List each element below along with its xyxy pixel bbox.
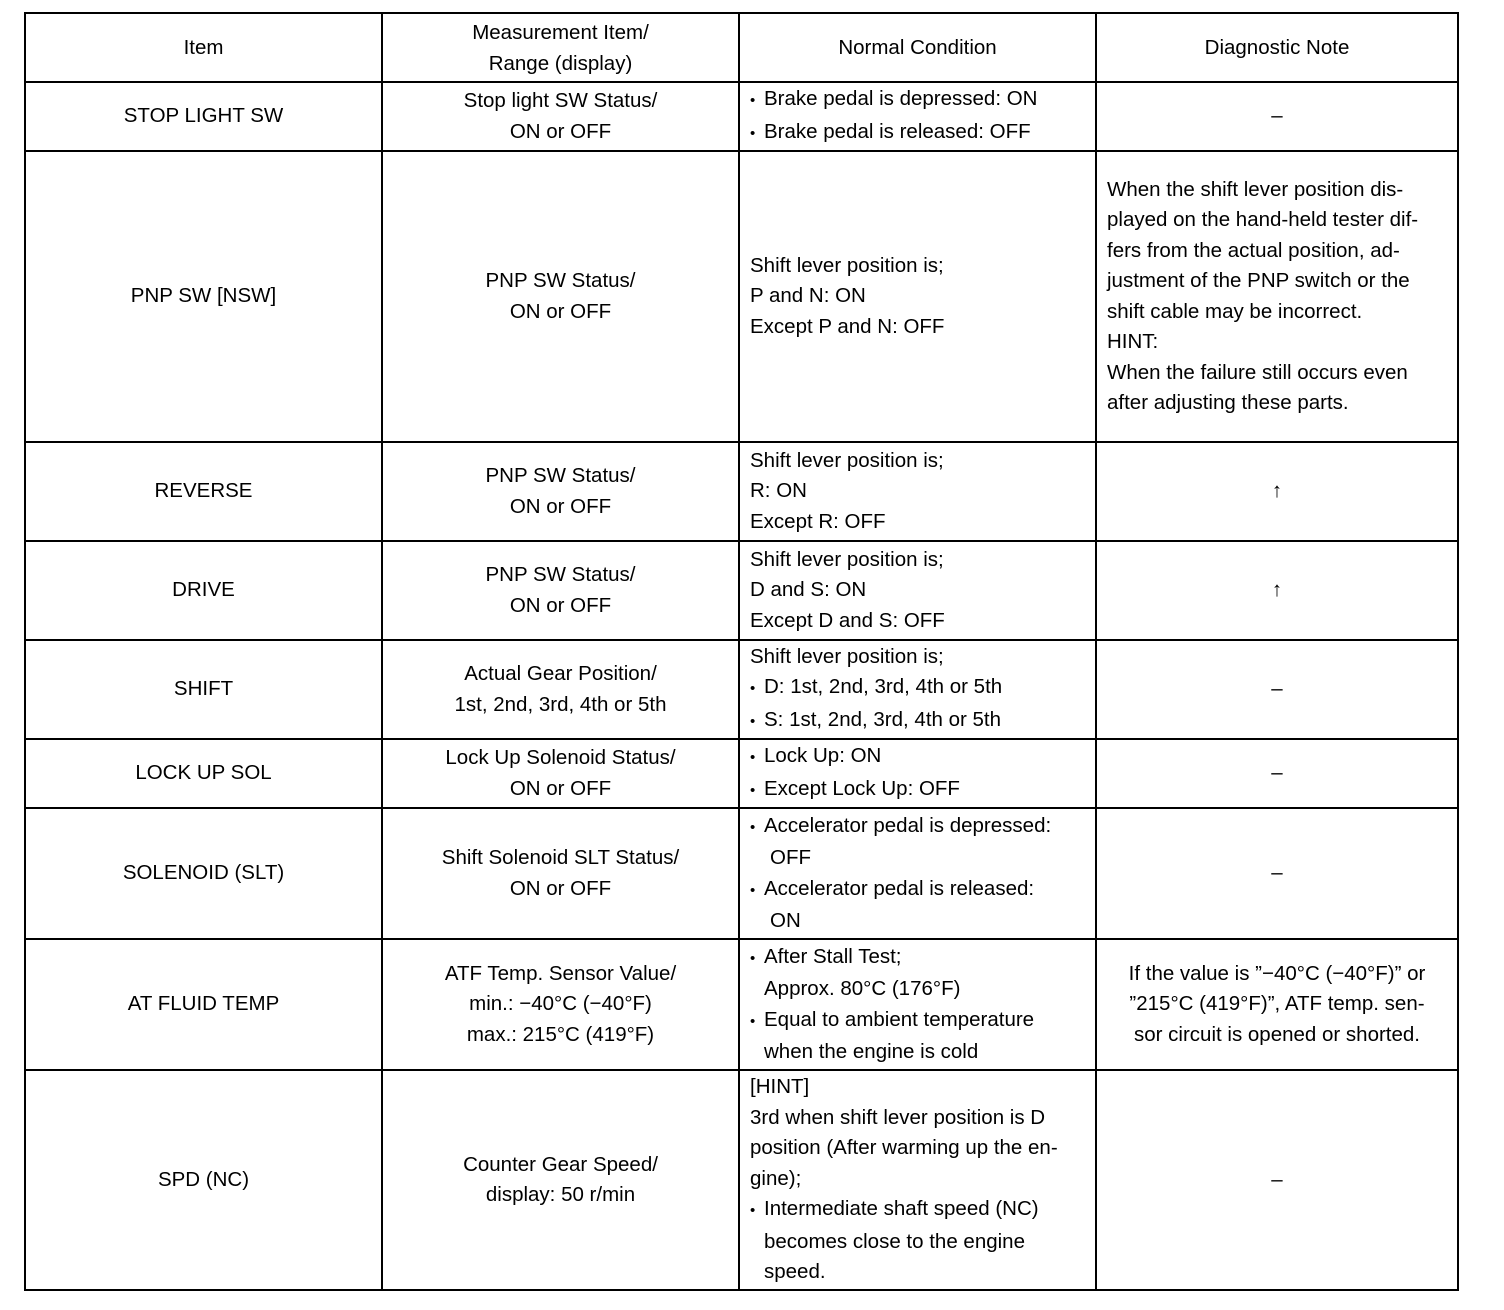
note-line: fers from the actual position, ad-: [1107, 238, 1400, 262]
condition-line: Except P and N: OFF: [750, 314, 945, 338]
condition-line: 3rd when shift lever position is D: [750, 1105, 1046, 1129]
condition-line: speed.: [764, 1260, 826, 1284]
measurement-line: ON or OFF: [509, 119, 612, 143]
measurement-line: PNP SW Status/: [485, 563, 636, 586]
measurement-line: max.: 215°C (419°F): [466, 1022, 655, 1046]
condition-cell: [739, 1070, 1096, 1290]
measurement-line: PNP SW Status/: [485, 464, 636, 487]
table-row: [25, 640, 1458, 739]
condition-line: Shift lever position is;: [750, 644, 944, 668]
note-cell: [1096, 151, 1458, 442]
note-cell: –: [1096, 82, 1458, 151]
note-cell: –: [1096, 1070, 1458, 1290]
condition-cell: [739, 541, 1096, 640]
measurement-cell: [382, 541, 739, 640]
condition-bullet: • D: 1st, 2nd, 3rd, 4th or 5th: [750, 672, 1085, 705]
condition-cell: [739, 739, 1096, 808]
note-cell: –: [1096, 808, 1458, 939]
table-row: [25, 939, 1458, 1070]
condition-bullet: • Accelerator pedal is depressed:: [750, 811, 1085, 844]
measurement-line: Actual Gear Position/: [464, 662, 657, 685]
condition-line: Except D and S: OFF: [750, 608, 945, 632]
header-item: Item: [25, 13, 382, 82]
condition-bullet: • Equal to ambient temperature: [750, 1005, 1085, 1038]
condition-line: gine);: [750, 1166, 802, 1190]
item-cell: REVERSE: [25, 442, 382, 541]
note-line: If the value is ”−40°C (−40°F)” or: [1128, 961, 1426, 985]
item-cell: DRIVE: [25, 541, 382, 640]
measurement-line: ON or OFF: [509, 593, 612, 617]
condition-line: P and N: ON: [750, 284, 866, 308]
note-line: shift cable may be incorrect.: [1107, 299, 1363, 323]
table-row: [25, 739, 1458, 808]
table-row: [25, 82, 1458, 151]
note-line: When the failure still occurs even: [1107, 360, 1408, 384]
condition-line: Approx. 80°C (176°F): [764, 977, 961, 1000]
condition-line: position (After warming up the en-: [750, 1136, 1058, 1160]
condition-cell: [739, 640, 1096, 739]
condition-bullet: • Accelerator pedal is released:: [750, 874, 1085, 907]
item-cell: PNP SW [NSW]: [25, 151, 382, 442]
measurement-line: ON or OFF: [509, 299, 612, 323]
measurement-line: display: 50 r/min: [485, 1183, 636, 1206]
item-cell: SPD (NC): [25, 1070, 382, 1290]
condition-line: [HINT]: [750, 1075, 810, 1099]
note-line: When the shift lever position dis-: [1107, 177, 1404, 201]
condition-line: ON: [770, 909, 801, 932]
measurement-cell: [382, 808, 739, 939]
note-cell: ↑: [1096, 541, 1458, 640]
note-line: sor circuit is opened or shorted.: [1134, 1022, 1420, 1046]
condition-line: Shift lever position is;: [750, 448, 944, 472]
measurement-line: Lock Up Solenoid Status/: [445, 746, 676, 769]
measurement-cell: [382, 1070, 739, 1290]
note-line: ”215°C (419°F)”, ATF temp. sen-: [1129, 992, 1425, 1016]
table-row: [25, 541, 1458, 640]
item-cell: SOLENOID (SLT): [25, 808, 382, 939]
header-measurement: [382, 13, 739, 82]
note-cell: –: [1096, 640, 1458, 739]
condition-cell: [739, 808, 1096, 939]
condition-cell: [739, 151, 1096, 442]
item-cell: SHIFT: [25, 640, 382, 739]
measurement-line: Stop light SW Status/: [463, 89, 658, 112]
note-cell: [1096, 939, 1458, 1070]
item-cell: STOP LIGHT SW: [25, 82, 382, 151]
measurement-line: Shift Solenoid SLT Status/: [441, 846, 680, 869]
condition-cell: [739, 442, 1096, 541]
measurement-cell: [382, 939, 739, 1070]
condition-cell: [739, 939, 1096, 1070]
note-cell: ↑: [1096, 442, 1458, 541]
measurement-cell: [382, 739, 739, 808]
measurement-line: ON or OFF: [509, 494, 612, 518]
note-line: played on the hand-held tester dif-: [1107, 208, 1419, 231]
condition-line: when the engine is cold: [764, 1040, 979, 1063]
item-cell: LOCK UP SOL: [25, 739, 382, 808]
condition-bullet: • After Stall Test;: [750, 942, 1085, 975]
condition-line: Shift lever position is;: [750, 253, 944, 277]
condition-bullet: • Brake pedal is released: OFF: [750, 117, 1085, 150]
header-measurement-line: Range (display): [488, 51, 633, 75]
measurement-line: PNP SW Status/: [485, 269, 636, 292]
header-normal-condition: Normal Condition: [739, 13, 1096, 82]
condition-line: OFF: [770, 846, 811, 869]
table-row: [25, 442, 1458, 541]
measurement-cell: [382, 82, 739, 151]
condition-bullet: • Brake pedal is depressed: ON: [750, 84, 1085, 117]
item-cell: AT FLUID TEMP: [25, 939, 382, 1070]
condition-bullet: • Intermediate shaft speed (NC): [750, 1194, 1085, 1227]
condition-bullet: • S: 1st, 2nd, 3rd, 4th or 5th: [750, 705, 1085, 738]
condition-line: Except R: OFF: [750, 509, 886, 533]
table-row: [25, 151, 1458, 442]
measurement-cell: [382, 151, 739, 442]
condition-line: R: ON: [750, 479, 807, 503]
condition-line: Shift lever position is;: [750, 547, 944, 571]
condition-line: becomes close to the engine: [764, 1229, 1025, 1253]
measurement-cell: [382, 442, 739, 541]
condition-bullet: • Except Lock Up: OFF: [750, 774, 1085, 807]
header-measurement-line: Measurement Item/: [472, 20, 649, 44]
condition-line: D and S: ON: [750, 578, 867, 602]
measurement-line: ON or OFF: [509, 776, 612, 800]
measurement-cell: [382, 640, 739, 739]
measurement-line: ON or OFF: [509, 876, 612, 900]
note-line: justment of the PNP switch or the: [1107, 269, 1410, 292]
condition-bullet: • Lock Up: ON: [750, 741, 1085, 774]
note-line: HINT:: [1107, 330, 1159, 353]
note-cell: –: [1096, 739, 1458, 808]
measurement-line: 1st, 2nd, 3rd, 4th or 5th: [454, 692, 667, 716]
table-row: [25, 808, 1458, 939]
measurement-line: ATF Temp. Sensor Value/: [444, 961, 677, 985]
table-row: [25, 1070, 1458, 1290]
header-row: [25, 13, 1458, 82]
condition-cell: [739, 82, 1096, 151]
measurement-line: min.: −40°C (−40°F): [469, 992, 652, 1016]
note-line: after adjusting these parts.: [1107, 391, 1349, 414]
measurement-line: Counter Gear Speed/: [463, 1152, 658, 1176]
header-diagnostic-note: Diagnostic Note: [1096, 13, 1458, 82]
data-monitor-table: [24, 12, 1459, 1291]
